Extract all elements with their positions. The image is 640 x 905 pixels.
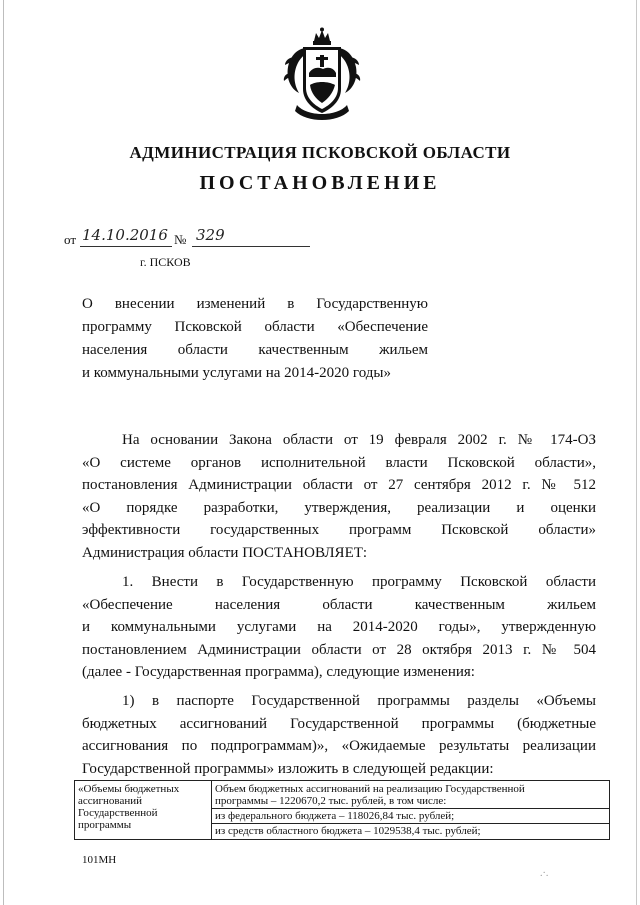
date-prefix: от bbox=[64, 232, 77, 247]
table-content-line: из федерального бюджета – 118026,84 тыс. рублей; bbox=[212, 808, 609, 822]
budget-table bbox=[74, 780, 610, 840]
paragraph-line: 1. Внести в Государственную программу Псковской области bbox=[122, 574, 596, 590]
scan-artifact: .·. bbox=[540, 868, 549, 879]
table-content-line: из средств областного бюджета – 1029538,4 тыс. рублей; bbox=[212, 823, 609, 837]
coat-of-arms-emblem bbox=[283, 27, 361, 123]
scan-edge-left bbox=[3, 0, 4, 905]
footer-code: 101МН bbox=[82, 854, 117, 866]
organization-title: АДМИНИСТРАЦИЯ ПСКОВСКОЙ ОБЛАСТИ bbox=[129, 143, 511, 162]
table-label-line: «Объемы бюджетных bbox=[78, 783, 180, 795]
paragraph-line: Государственной программы» изложить в следующей редакции: bbox=[82, 760, 494, 777]
date-underline bbox=[80, 246, 172, 247]
scan-edge-right bbox=[636, 0, 637, 905]
paragraph-line: эффективности государственных программ Псковской области» bbox=[82, 522, 596, 539]
paragraph-line: «О системе органов исполнительной власти Псковской области», bbox=[82, 454, 596, 471]
table-content-cell bbox=[212, 781, 610, 840]
paragraph-line: постановлением Администрации области от 28 октября 2013 г. № 504 bbox=[82, 641, 596, 658]
paragraph-line: На основании Закона области от 19 февраля 2002 г. № 174-ОЗ bbox=[122, 432, 596, 448]
paragraph-line: «Обеспечение населения области качественным жильем bbox=[82, 596, 596, 613]
paragraph-line: постановления Администрации области от 27 сентября 2012 г. № 512 bbox=[82, 477, 596, 494]
document-type-title: ПОСТАНОВЛЕНИЕ bbox=[199, 172, 441, 194]
subject-line: О внесении изменений в Государственную bbox=[82, 296, 428, 312]
paragraph-line: бюджетных ассигнований Государственной программы (бюджетные bbox=[82, 715, 596, 732]
handwritten-number: 329 bbox=[196, 226, 225, 244]
handwritten-date: 14.10.2016 bbox=[82, 226, 168, 244]
table-content-line: Объем бюджетных ассигнований на реализацию Государственной bbox=[215, 783, 525, 795]
table-label-line: ассигнований bbox=[78, 795, 143, 807]
paragraph-line: (далее - Государственная программа), следующие изменения: bbox=[82, 664, 475, 681]
subject-line: и коммунальными услугами на 2014-2020 годы» bbox=[82, 365, 391, 381]
number-underline bbox=[192, 246, 310, 247]
table-label-line: Государственной bbox=[78, 807, 158, 819]
table-label-line: программы bbox=[78, 819, 132, 831]
paragraph-line: 1) в паспорте Государственной программы разделы «Объемы bbox=[122, 693, 596, 709]
paragraph-line: Администрация области ПОСТАНОВЛЯЕТ: bbox=[82, 544, 368, 561]
item-1-1-paragraph bbox=[82, 690, 596, 780]
preamble-paragraph bbox=[82, 429, 596, 565]
document-subject bbox=[82, 293, 428, 385]
table-row bbox=[75, 781, 610, 840]
subject-line: населения области качественным жильем bbox=[82, 342, 428, 358]
paragraph-line: и коммунальными услугами на 2014-2020 годы», утвержденную bbox=[82, 619, 596, 636]
city-label: г. ПСКОВ bbox=[140, 255, 191, 269]
item-1-paragraph bbox=[82, 571, 596, 684]
subject-line: программу Псковской области «Обеспечение bbox=[82, 319, 428, 335]
table-content-line: программы – 1220670,2 тыс. рублей, в том числе: bbox=[215, 795, 447, 807]
table-label-cell bbox=[75, 781, 212, 840]
paragraph-line: ассигнования по подпрограммам)», «Ожидаемые результаты реализации bbox=[82, 738, 596, 755]
paragraph-line: «О порядке разработки, утверждения, реализации и оценки bbox=[82, 499, 596, 516]
number-sign: № bbox=[174, 232, 187, 247]
